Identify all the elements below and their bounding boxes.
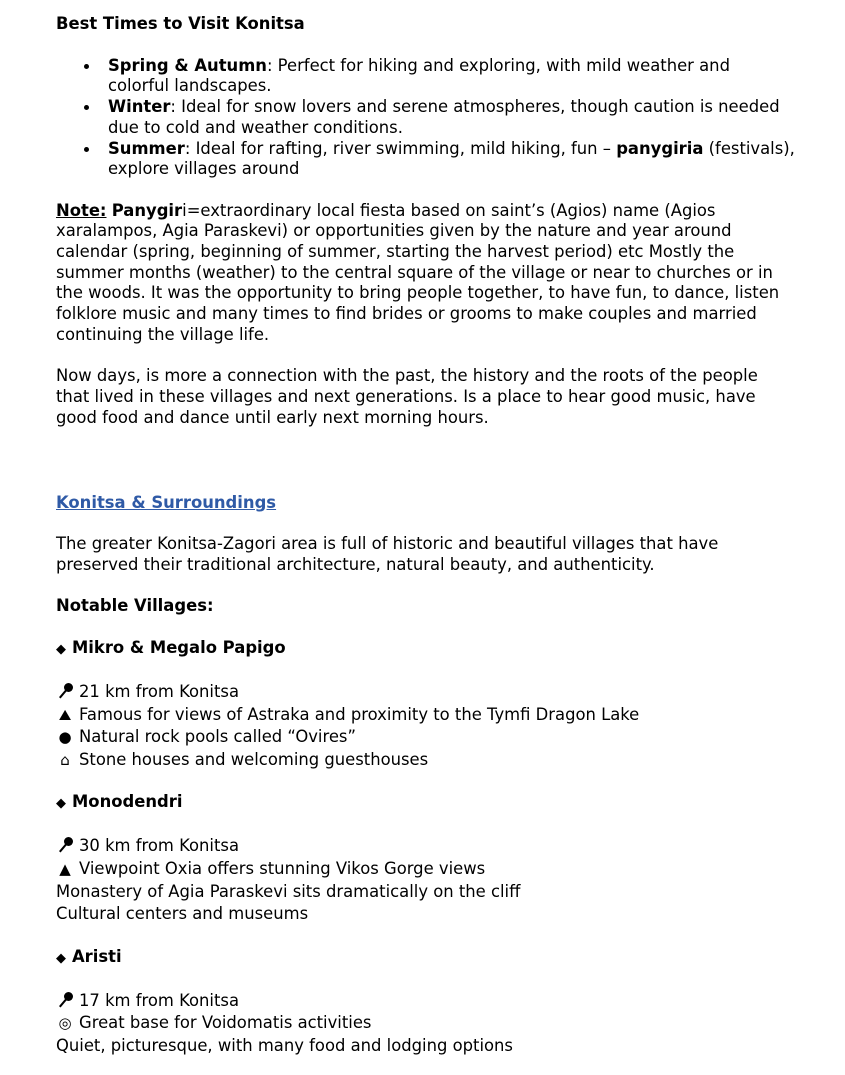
surroundings-intro: The greater Konitsa-Zagori area is full of historic and beautiful villages that have preserved their traditional architecture, natural beauty, and authenticity. xyxy=(56,534,719,574)
list-item: ⛰ Famous for views of Astraka and proximity to the Tymfi Dragon Lake xyxy=(56,704,796,727)
best-times-heading: Best Times to Visit Konitsa xyxy=(56,14,305,33)
list-item: Quiet, picturesque, with many food and lodging options xyxy=(56,1036,513,1056)
house-icon: ⌂ xyxy=(60,750,70,769)
list-item: Cultural centers and museums xyxy=(56,904,309,924)
note-label: Note: xyxy=(56,200,107,220)
target-icon: ◎ xyxy=(58,1014,72,1033)
diamond-icon: ◆ xyxy=(56,796,66,812)
list-item: ▲ Viewpoint Oxia offers stunning Vikos Gorge views xyxy=(56,858,796,881)
mountain-icon: ⛰ xyxy=(58,705,72,724)
diamond-icon: ◆ xyxy=(56,950,66,966)
pushpin-icon xyxy=(56,991,74,1009)
note-paragraph-2: Now days, is more a connection with the past, the history and the roots of the people that lived in these villages and next generations. Is a place to hear good music, have good food and dance until early next morning hours. xyxy=(56,366,758,427)
village-heading: ◆ Mikro & Megalo Papigo xyxy=(56,637,286,657)
village-heading: ◆ Monodendri xyxy=(56,792,183,812)
list-item: Summer: Ideal for rafting, river swimming, mild hiking, fun – panygiria (festivals), explore villages around xyxy=(108,138,795,179)
note-bold-word: Panygir xyxy=(111,200,183,220)
best-times-list xyxy=(56,56,796,180)
village-heading: ◆ Aristi xyxy=(56,946,122,966)
pushpin-icon xyxy=(56,836,74,854)
list-item: 30 km from Konitsa xyxy=(56,835,796,858)
mountains-icon: ▲ xyxy=(59,860,71,879)
droplet-icon: ● xyxy=(58,728,72,747)
list-item: Winter: Ideal for snow lovers and serene atmospheres, though caution is needed due to cold and weather conditions. xyxy=(108,97,796,138)
diamond-icon: ◆ xyxy=(56,641,66,657)
notable-villages-heading: Notable Villages: xyxy=(56,596,214,616)
list-item: Monastery of Agia Paraskevi sits dramatically on the cliff xyxy=(56,881,521,901)
list-item: ⌂ Stone houses and welcoming guesthouses xyxy=(56,749,796,772)
note-paragraph: Note: Panygiri=extraordinary local fiesta based on saint’s (Agios) name (Agios xaralampos, Agia Paraskevi) or opportunities given by the nature and year around calendar (spring, beginning of summer, starting the harvest period) etc Mostly the summer months (weather) to the central square of the village or near to churches or in the woods. It was the opportunity to bring people together, to have fun, to dance, listen folklore music and many times to find brides or grooms to make couples and married continuing the village life. xyxy=(56,200,780,344)
list-item: 17 km from Konitsa xyxy=(56,990,796,1013)
list-item: 21 km from Konitsa xyxy=(56,681,796,704)
list-item: Spring & Autumn: Perfect for hiking and exploring, with mild weather and colorful landscapes. xyxy=(108,56,796,97)
pushpin-icon xyxy=(56,682,74,700)
konitsa-surroundings-link[interactable]: Konitsa & Surroundings xyxy=(56,492,277,512)
document-page xyxy=(56,14,796,1058)
list-item: ● Natural rock pools called “Ovires” xyxy=(56,726,796,749)
list-item: ◎ Great base for Voidomatis activities xyxy=(56,1012,796,1035)
